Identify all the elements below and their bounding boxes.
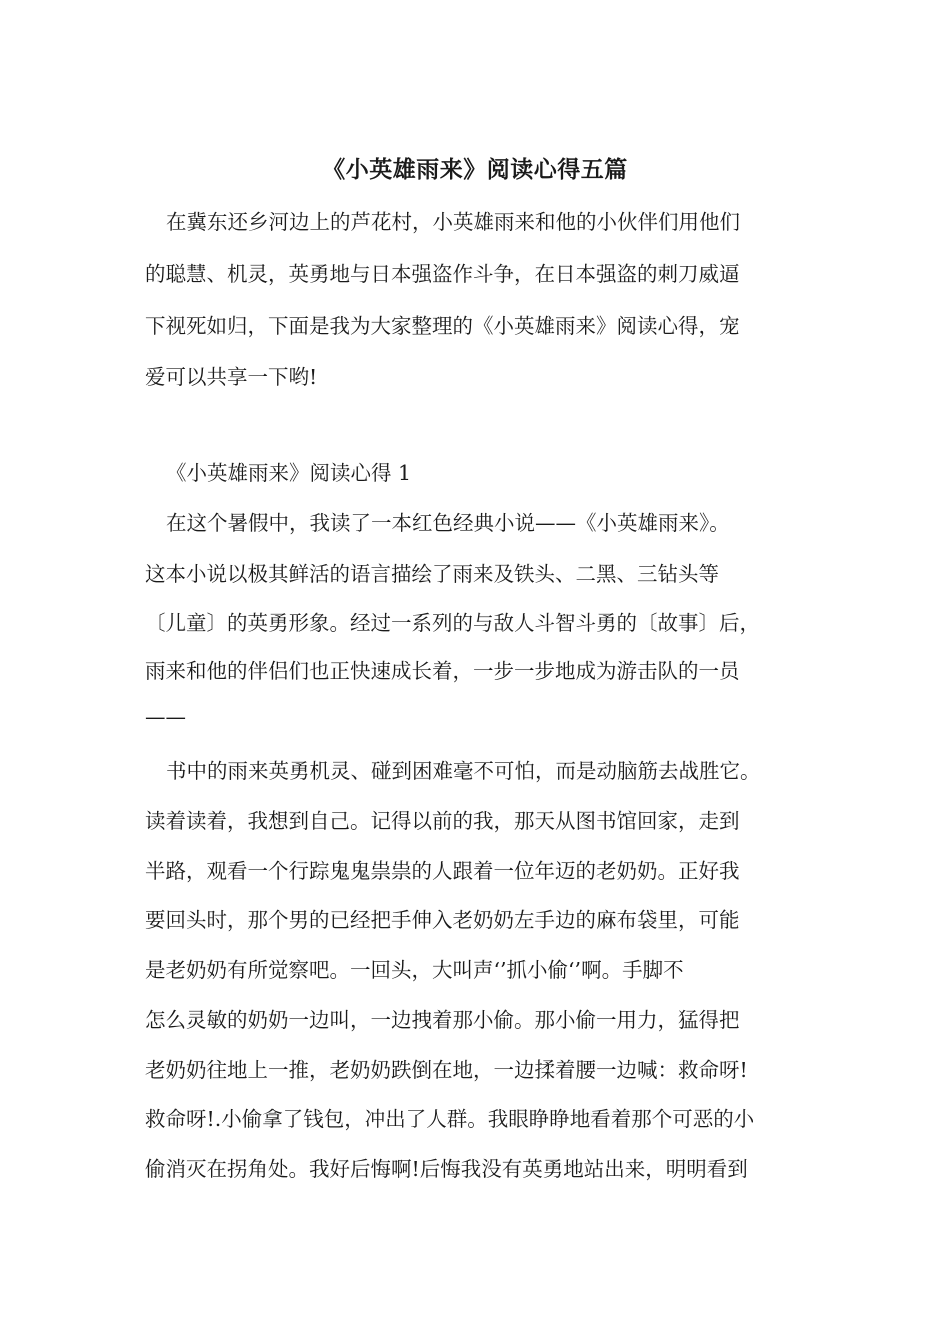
paragraph-line: 读着读着，我想到自己。记得以前的我，那天从图书馆回家，走到 xyxy=(145,809,740,833)
paragraph-line: 是老奶奶有所觉察吧。一回头，大叫声‘’抓小偷‘’啊。手脚不 xyxy=(145,958,684,982)
paragraph-line: 救命呀!.小偷拿了钱包，冲出了人群。我眼睁睁地看着那个可恶的小 xyxy=(145,1107,755,1131)
intro-line: 爱可以共享一下哟! xyxy=(145,365,318,389)
section-heading: 《小英雄雨来》阅读心得 1 xyxy=(166,461,412,485)
intro-line: 在冀东还乡河边上的芦花村，小英雄雨来和他的小伙伴们用他们 xyxy=(166,210,740,234)
document-title: 《小英雄雨来》阅读心得五篇 xyxy=(322,157,628,183)
paragraph-line: 在这个暑假中，我读了一本红色经典小说——《小英雄雨来》。 xyxy=(166,511,730,535)
paragraph-line: 这本小说以极其鲜活的语言描绘了雨来及铁头、二黑、三钻头等 xyxy=(145,562,719,586)
paragraph-line: 〔儿童〕的英勇形象。经过一系列的与敌人斗智斗勇的〔故事〕后， xyxy=(145,611,760,635)
intro-line: 的聪慧、机灵，英勇地与日本强盗作斗争，在日本强盗的刺刀威逼 xyxy=(145,262,740,286)
paragraph-line: 老奶奶往地上一推，老奶奶跌倒在地，一边揉着腰一边喊：救命呀! xyxy=(145,1058,748,1082)
paragraph-line: 书中的雨来英勇机灵、碰到困难毫不可怕，而是动脑筋去战胜它。 xyxy=(166,759,761,783)
paragraph-line: 怎么灵敏的奶奶一边叫，一边拽着那小偷。那小偷一用力，猛得把 xyxy=(145,1008,740,1032)
paragraph-line: 偷消灭在拐角处。我好后悔啊!后悔我没有英勇地站出来，明明看到 xyxy=(145,1157,748,1181)
paragraph-line: —— xyxy=(145,705,186,729)
intro-line: 下视死如归，下面是我为大家整理的《小英雄雨来》阅读心得，宠 xyxy=(145,314,740,338)
paragraph-line: 要回头时，那个男的已经把手伸入老奶奶左手边的麻布袋里，可能 xyxy=(145,908,740,932)
paragraph-line: 雨来和他的伴侣们也正快速成长着，一步一步地成为游击队的一员 xyxy=(145,659,740,683)
paragraph-line: 半路，观看一个行踪鬼鬼祟祟的人跟着一位年迈的老奶奶。正好我 xyxy=(145,859,740,883)
